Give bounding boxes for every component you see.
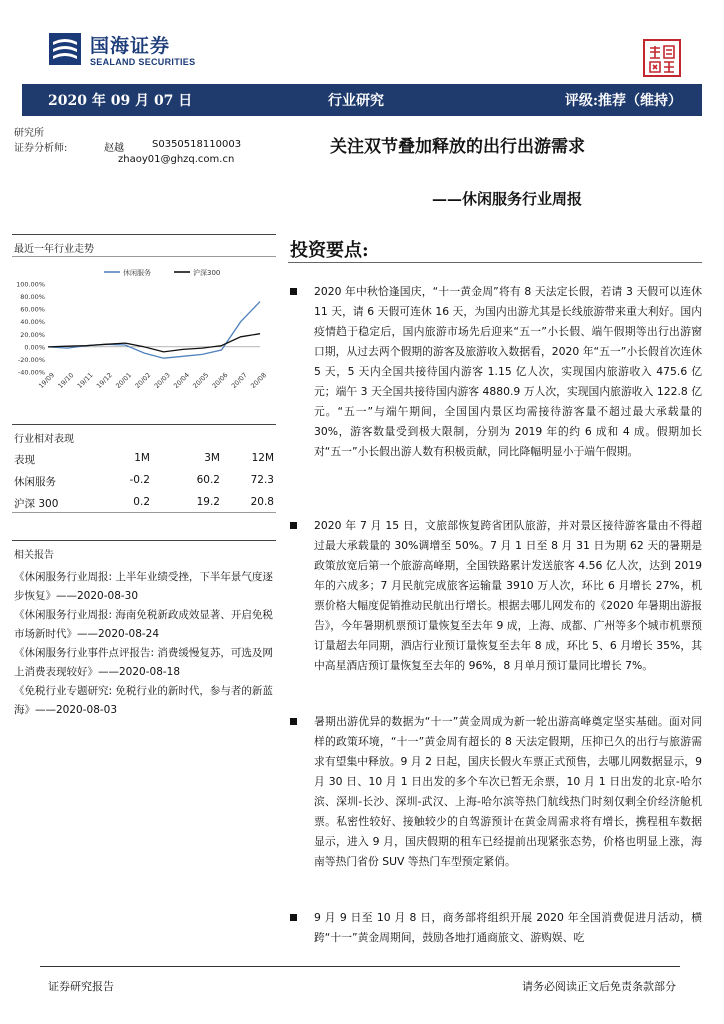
report-title: 关注双节叠加释放的出行出游需求 [330,137,585,157]
brand-name-cn: 国海证券 [90,35,171,57]
table-cell: 沪深 300 [14,498,59,510]
table-cell: 19.2 [196,496,220,508]
x-tick-label: 19/09 [37,371,57,391]
company-logo [48,30,218,74]
report-link[interactable]: 《休闲服务行业事件点评报告: 消费缓慢复苏，可选及网上消费表现较好》——2020-08-18 [14,647,273,678]
table-row [14,470,276,492]
legend-label: 休闲服务 [123,269,151,277]
y-tick-label: 100.00% [16,280,45,289]
analyst-email[interactable]: zhaoy01@ghzq.com.cn [118,154,235,165]
report-link[interactable]: 《休闲服务行业周报: 海南免税新政成效显著、开启免税市场新时代》——2020-08-24 [14,609,273,640]
brand-name-en: SEALAND SECURITIES [90,57,196,67]
trend-heading: 最近一年行业走势 [14,244,94,255]
footer-divider [40,966,680,967]
report-date: 2020 年 09 月 07 日 [48,93,193,109]
table-cell: 72.3 [250,474,274,486]
key-points-heading: 投资要点: [290,240,369,261]
perf-heading: 行业相对表现 [14,434,74,445]
sealand-logo-icon [48,32,82,66]
footer-left: 证券研究报告 [48,980,114,993]
report-link[interactable]: 《休闲服务行业周报: 上半年业绩受挫，下半年景气度逐步恢复》——2020-08-30 [14,571,273,602]
key-point-item [290,282,702,462]
table-cell: 20.8 [250,496,274,508]
divider [12,540,276,541]
footer-disclaimer: 请务必阅读正文后免责条款部分 [522,980,676,993]
key-point-item [290,712,702,872]
key-point-item [290,908,702,948]
y-tick-label: 60.00% [20,305,45,314]
bullet-square-icon [290,718,297,725]
bullet-square-icon [290,288,297,295]
y-tick-label: 80.00% [20,293,45,302]
y-tick-label: -40.00% [17,368,45,377]
y-tick-label: 40.00% [20,318,45,327]
related-reports-list [14,568,278,720]
table-header-cell: 3M [204,452,220,464]
x-tick-label: 20/06 [210,371,230,391]
key-point-text: 暑期出游优异的数据为“十一”黄金周成为新一轮出游高峰奠定坚实基础。面对同样的政策环境，“十一”黄金周有超长的 8 天法定假期，压抑已久的出行与旅游需求有望集中释放。9 月 2 日起，国庆长假火车票正式预售，去哪儿网数据显示，9 月 30 日、10 月 1 日出发的多个车次已暂无余票，10 月 1 日出发的北京-哈尔滨、深圳-长沙、深圳-武汉、上海-哈尔滨等热门航线热门时刻仅剩全价经济舱机票。私密性较好、接触较少的自驾游预计在黄金周需求将有增长，携程租车数据显示，进入 9 月，国庆假期的租车已经提前出现紧张态势，价格也明显上涨，海南等热门省份 SUV 等热门车型预定紧俏。 [314,715,702,868]
industry-trend-chart [12,262,276,392]
divider [12,234,276,235]
key-point-text: 2020 年 7 月 15 日，文旅部恢复跨省团队旅游，并对景区接待游客量由不得超过最大承载量的 30%调增至 50%。7 月 1 日至 8 月 31 日为期 62 天的暑期是政策放宽后第一个旅游高峰期，全国铁路累计发送旅客 4.56 亿人次，达到 2019 年的六成多；7 月民航完成旅客运输量 3910 万人次，环比 6 月增长 27%，机票价格大幅度促销推动民航出行增长。根据去哪儿网发布的《2020 年暑期出游报告》，今年暑期机票预订量恢复至去年 9 成，上海、成都、广州等多个城市机票预订量超去年同期，酒店行业预订量恢复至去年 8 成，环比 5、6 月增长 35%，其中高星酒店预订量恢复至去年的 96%，8 月单月预订量同比增长 7%。 [314,519,702,672]
bullet-square-icon [290,914,297,921]
legend-label: 沪深300 [193,269,221,277]
table-cell: 0.2 [133,496,150,508]
table-cell: 休闲服务 [14,476,56,488]
key-point-text: 9 月 9 日至 10 月 8 日，商务部将组织开展 2020 年全国消费促进月活动，横跨“十一”黄金周期间，鼓励各地打通商旅文、游购娱、吃 [314,911,702,944]
x-tick-label: 19/10 [56,371,76,391]
divider [12,424,276,425]
x-tick-label: 20/01 [114,371,134,391]
y-tick-label: 20.00% [20,330,45,339]
report-subtitle: ——休闲服务行业周报 [432,190,583,208]
header-band [22,84,702,116]
key-point-text: 2020 年中秋恰逢国庆，“十一黄金周”将有 8 天法定长假，若请 3 天假可以连休 11 天，请 6 天假可连休 16 天，为国内出游尤其是长线旅游带来重大利好。国内疫情趋于稳定后，国内旅游市场先后迎来“五一”小长假、端午假期等出行出游窗口期，从过去两个假期的游客及旅游收入数据看，2020 年“五一”小长假首次连休 5 天，5 天内全国共接待国内游客 1.15 亿人次，实现国内旅游收入 475.6 亿元；端午 3 天全国共接待国内游客 4880.9 万人次，实现国内旅游收入 122.8 亿元。“五一”与端午期间，全国国内景区均需接待游客量不超过最大承载量的 30%，游客数量受到极大限制，分别为 2019 年的约 6 成和 4 成。假期加长对“五一”小长假出游人数有积极贡献，同比降幅明显小于端午假期。 [314,285,702,458]
key-point-item [290,516,702,676]
perf-table [14,448,276,514]
x-tick-label: 19/12 [94,371,114,391]
divider [12,256,276,257]
analyst-name: 赵越 [104,143,124,154]
series-line [48,334,260,352]
x-tick-label: 20/04 [172,371,191,391]
x-tick-label: 19/11 [75,371,95,391]
table-header-row [14,448,276,470]
analyst-role-label: 证券分析师: [14,143,68,154]
table-header-cell: 表现 [14,454,35,466]
report-type: 行业研究 [328,93,384,109]
y-tick-label: -20.00% [17,355,45,364]
analyst-cert-no: S0350518110003 [152,139,242,150]
x-tick-label: 20/08 [249,371,269,391]
rating-badge: 评级:推荐（维持） [564,93,682,109]
y-tick-label: 0.00% [24,343,45,352]
institute-label: 研究所 [14,128,44,139]
seal-stamp-icon [642,38,682,78]
x-tick-label: 20/02 [133,371,153,391]
reports-heading: 相关报告 [14,550,54,561]
table-row [14,492,276,514]
table-cell: -0.2 [129,474,150,486]
x-tick-label: 20/07 [229,371,249,391]
x-tick-label: 20/05 [191,371,211,391]
table-header-cell: 1M [134,452,150,464]
divider [12,512,276,513]
table-header-cell: 12M [251,452,274,464]
table-cell: 60.2 [196,474,220,486]
line-chart [12,262,276,392]
report-link[interactable]: 《免税行业专题研究: 免税行业的新时代，参与者的新蓝海》——2020-08-03 [14,685,273,716]
x-tick-label: 20/03 [152,371,172,391]
bullet-square-icon [290,522,297,529]
divider [288,262,702,263]
